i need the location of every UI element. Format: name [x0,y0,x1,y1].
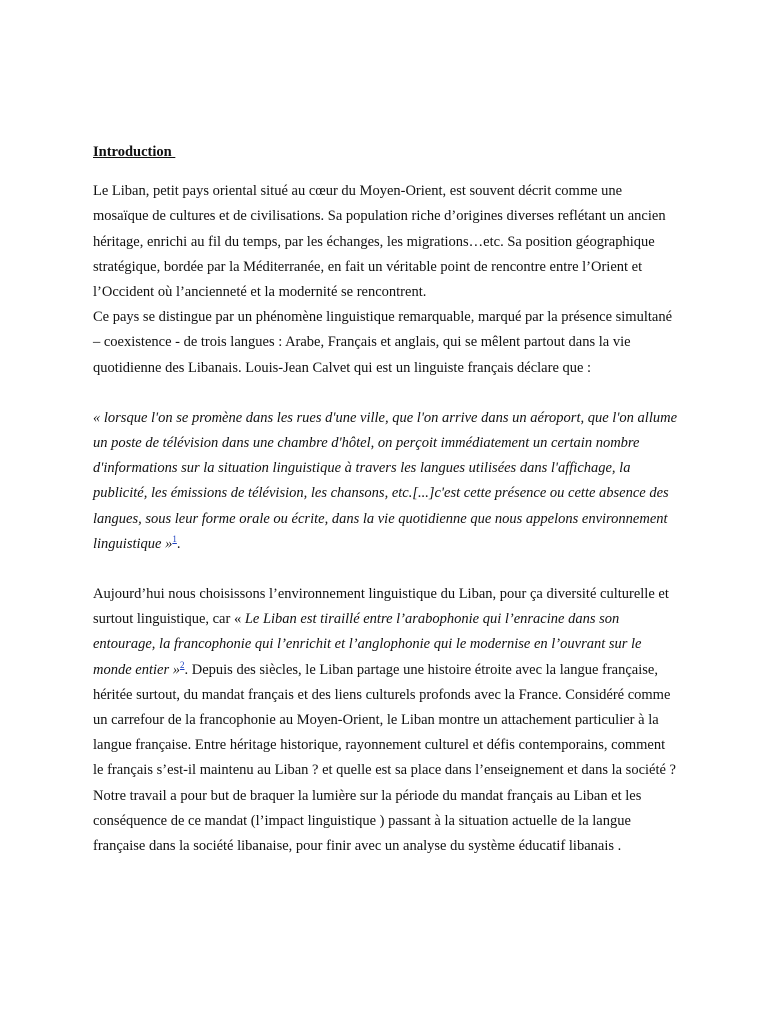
document-page [93,140,678,859]
footnote-ref-2[interactable]: 2 [179,659,185,670]
paragraph-choice-end: . Depuis des siècles, le Liban partage une histoire étroite avec la langue française, héritée surtout, du mandat français et des liens culturels profonds avec la France. Considéré comme un carrefour de la francophonie au Moyen-Orient, le Liban montre un attachement particulier à la langue française. Entre héritage historique, rayonnement culturel et défis contemporains, comment le français s’est-il maintenu au Liban ? et quelle est sa place dans l’enseignement et dans la société ? [93,661,676,779]
paragraph-intro: Le Liban, petit pays oriental situé au cœur du Moyen-Orient, est souvent décrit comme une mosaïque de cultures et de civilisations. Sa population riche d’origines diverses reflétant un ancien héritage, enrichi au fil du temps, par les échanges, les migrations…etc. Sa position géographique stratégique, bordée par la Méditerranée, en fait un véritable point de rencontre entre l’Orient et l’Occident où l’ancienneté et la modernité se rencontrent. [93,183,666,301]
paragraph-linguistic: Ce pays se distingue par un phénomène linguistique remarquable, marqué par la présence simultané – coexistence - de trois langues : Arabe, Français et anglais, qui se mêlent partout dans la vie quotidienne des Libanais. Louis-Jean Calvet qui est un linguiste français déclare que : [93,309,673,376]
paragraph-choice [93,582,678,784]
paragraph-objective: Notre travail a pour but de braquer la lumière sur la période du mandat français au Liban et les conséquence de ce mandat (l’impact linguistique ) passant à la situation actuelle de la langue française dans la société libanaise, pour finir avec un analyse du système éducatif libanais . [93,787,642,855]
quote-calvet-period: . [176,535,181,552]
spacer [93,381,678,406]
paragraph-choice-start: Aujourd’hui nous choisissons l’environnement linguistique du Liban, pour ça diversité culturelle et surtout linguistique, car « [93,586,669,628]
quote-calvet [93,406,678,557]
section-heading: Introduction [93,144,176,160]
footnote-ref-1[interactable]: 1 [172,534,177,545]
spacer [93,557,678,582]
inline-quote-liban: Le Liban est tiraillé entre l’arabophonie qui l’enracine dans son entourage, la francophonie qui l’enrichit et l’anglophonie qui le modernise en l’ouvrant sur le monde entier » [93,611,642,678]
spacer [93,165,678,179]
quote-calvet-text: « lorsque l'on se promène dans les rues d'une ville, que l'on arrive dans un aéroport, que l'on allume un poste de télévision dans une chambre d'hôtel, on perçoit immédiatement un certain nombre d'informations sur la situation linguistique à travers les langues utilisées dans l'affichage, la publicité, les émissions de télévision, les chansons, etc.[...]c'est cette présence ou cette absence des langues, sous leur forme orale ou écrite, dans la vie quotidienne que nous appelons environnement linguistique » [93,409,678,552]
